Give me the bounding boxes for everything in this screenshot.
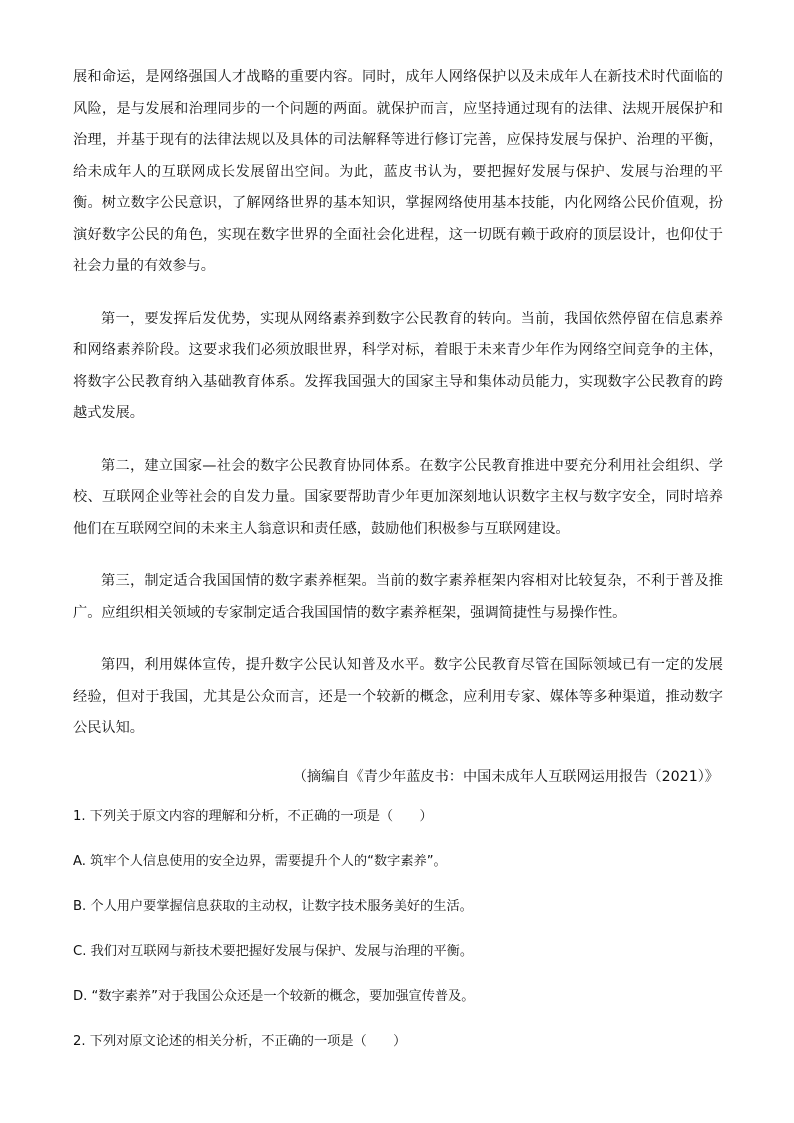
article-paragraph-4: 第三，制定适合我国国情的数字素养框架。当前的数字素养框架内容相对比较复杂，不利于普及推广。应组织相关领域的专家制定适合我国国情的数字素养框架，强调简捷性与易操作性。	[73, 573, 723, 621]
question-1-stem: 1. 下列关于原文内容的理解和分析，不正确的一项是（ ）	[73, 808, 433, 824]
article-source: （摘编自《青少年蓝皮书：中国未成年人互联网运用报告（2021）》	[292, 768, 719, 785]
question-1-option-b: B. 个人用户要掌握信息获取的主动权，让数字技术服务美好的生活。	[73, 898, 473, 914]
question-2-stem: 2. 下列对原文论述的相关分析，不正确的一项是（ ）	[73, 1033, 407, 1049]
document-page	[73, 62, 723, 1076]
article-paragraph-2: 第一，要发挥后发优势，实现从网络素养到数字公民教育的转向。当前，我国依然停留在信息素养和网络素养阶段。这要求我们必须放眼世界，科学对标，着眼于未来青少年作为网络空间竞争的主体，将数字公民教育纳入基础教育体系。发挥我国强大的国家主导和集体动员能力，实现数字公民教育的跨越式发展。	[73, 310, 723, 421]
article-paragraph-3: 第二，建立国家—社会的数字公民教育协同体系。在数字公民教育推进中要充分利用社会组织、学校、互联网企业等社会的自发力量。国家要帮助青少年更加深刻地认识数字主权与数字安全，同时培养他们在互联网空间的未来主人翁意识和责任感，鼓励他们积极参与互联网建设。	[73, 457, 723, 537]
question-1-option-d: D. “数字素养”对于我国公众还是一个较新的概念，要加强宣传普及。	[73, 988, 475, 1004]
question-1-option-a: A. 筑牢个人信息使用的安全边界，需要提升个人的“数字素养”。	[73, 853, 447, 869]
article-paragraph-1: 展和命运，是网络强国人才战略的重要内容。同时，成年人网络保护以及未成年人在新技术时代面临的风险，是与发展和治理同步的一个问题的两面。就保护而言，应坚持通过现有的法律、法规开展保护和治理，并基于现有的法律法规以及具体的司法解释等进行修订完善，应保持发展与保护、治理的平衡，给未成年人的互联网成长发展留出空间。为此，蓝皮书认为，要把握好发展与保护、发展与治理的平衡。树立数字公民意识，了解网络世界的基本知识，掌握网络使用基本技能，内化网络公民价值观，扮演好数字公民的角色，实现在数字世界的全面社会化进程，这一切既有赖于政府的顶层设计，也仰仗于社会力量的有效参与。	[73, 69, 723, 274]
question-1-option-c: C. 我们对互联网与新技术要把握好发展与保护、发展与治理的平衡。	[73, 943, 474, 959]
article-paragraph-5: 第四，利用媒体宣传，提升数字公民认知普及水平。数字公民教育尽管在国际领域已有一定的发展经验，但对于我国，尤其是公众而言，还是一个较新的概念，应利用专家、媒体等多种渠道，推动数字公民认知。	[73, 657, 723, 736]
